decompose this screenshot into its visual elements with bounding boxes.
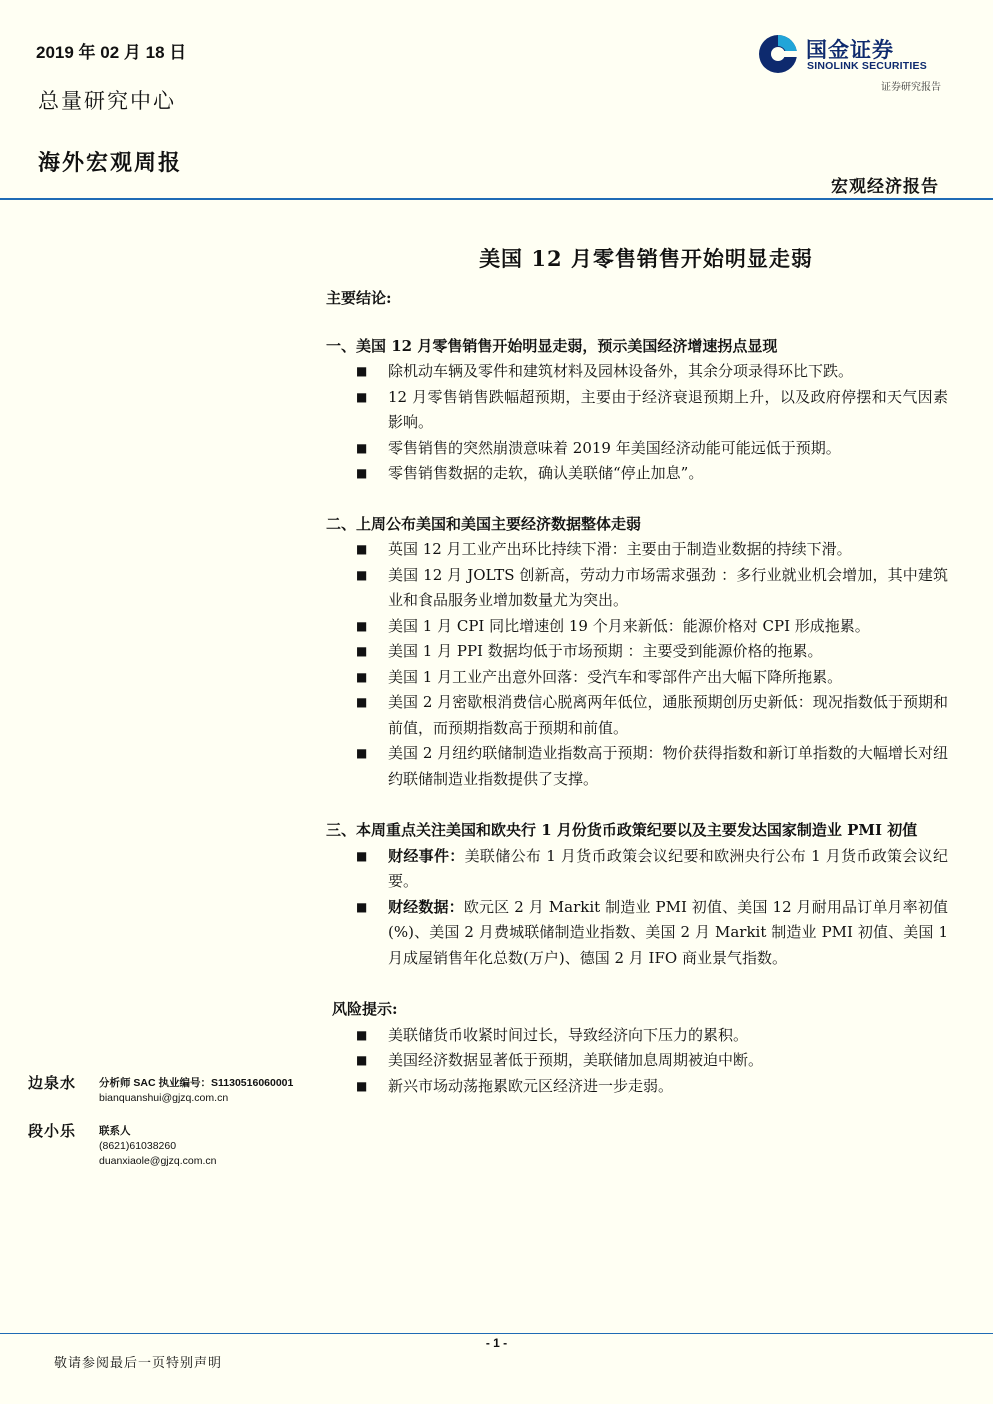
list-item: ■ 美联储货币收紧时间过长，导致经济向下压力的累积。 — [326, 1023, 948, 1049]
author-name: 边泉水 — [28, 1074, 77, 1092]
list-item: ■ 美国 12 月 JOLTS 创新高，劳动力市场需求强劲 ：多行业就业机会增加，其中建筑业和食品服务业增加数量尤为突出。 — [326, 563, 948, 614]
square-bullet-icon: ■ — [356, 440, 368, 455]
list-item: ■ 美国 1 月 PPI 数据均低于市场预期 ：主要受到能源价格的拖累。 — [326, 639, 948, 665]
square-bullet-icon: ■ — [356, 618, 368, 633]
bullet-list — [326, 537, 948, 792]
square-bullet-icon: ■ — [356, 542, 368, 556]
bullet-list — [326, 844, 948, 972]
list-item: ■ 美国经济数据显著低于预期，美联储加息周期被迫中断。 — [326, 1048, 948, 1074]
list-item: ■ 英国 12 月工业产出环比持续下滑：主要由于制造业数据的持续下滑。 — [326, 537, 948, 563]
square-bullet-icon: ■ — [356, 389, 368, 404]
list-item: ■ 零售销售数据的走软，确认美联储“停止加息”。 — [326, 461, 948, 487]
list-item: ■ 财经数据：欧元区 2 月 Markit 制造业 PMI 初值、美国 12 月耐用品订单月率初值(%)、美国 2 月费城联储制造业指数、美国 2 月 Markit 制造业 PMI 初值、美国 1 月成屋销售年化总数(万户)、德国 2 月 IFO 商业景气指数。 — [326, 895, 948, 972]
section-title: 一、美国 12 月零售销售开始明显走弱，预示美国经济增速拐点显现 — [326, 336, 778, 355]
main-content — [326, 286, 948, 1099]
footer-divider — [0, 1333, 993, 1334]
author-role: 联系人 — [99, 1125, 131, 1137]
author-phone: (8621)61038260 — [99, 1140, 177, 1152]
logo-english-name: SINOLINK SECURITIES — [807, 60, 927, 72]
author-email[interactable]: duanxiaole@gjzq.com.cn — [99, 1155, 217, 1167]
square-bullet-icon: ■ — [356, 695, 368, 709]
logo-subtitle: 证券研究报告 — [881, 82, 941, 93]
list-item: ■ 12 月零售销售跌幅超预期，主要由于经济衰退预期上升，以及政府停摆和天气因素影响。 — [326, 385, 948, 436]
section-title: 三、本周重点关注美国和欧央行 1 月份货币政策纪要以及主要发达国家制造业 PMI 初值 — [326, 821, 918, 839]
section-title: 二、上周公布美国和美国主要经济数据整体走弱 — [326, 514, 642, 533]
bullet-list — [326, 359, 948, 487]
author-cert-number: S1130516060001 — [211, 1077, 294, 1089]
report-type: 宏观经济报告 — [831, 177, 939, 197]
section-3 — [326, 818, 948, 971]
square-bullet-icon: ■ — [356, 746, 368, 760]
square-bullet-icon: ■ — [356, 1053, 368, 1067]
author-info — [99, 1076, 293, 1106]
report-date: 2019 年 02 月 18 日 — [36, 43, 187, 62]
logo-name: 国金证券 — [806, 38, 894, 62]
square-bullet-icon: ■ — [356, 848, 368, 863]
author-email[interactable]: bianquanshui@gjzq.com.cn — [99, 1092, 229, 1104]
square-bullet-icon: ■ — [356, 567, 368, 582]
square-bullet-icon: ■ — [356, 1027, 368, 1042]
square-bullet-icon: ■ — [356, 466, 368, 480]
item-lead: 财经事件： — [388, 846, 465, 865]
report-title: 美国 12 月零售销售开始明显走弱 — [479, 246, 813, 271]
author-name: 段小乐 — [28, 1122, 77, 1140]
footer-disclaimer: 敬请参阅最后一页特别声明 — [54, 1356, 223, 1371]
list-item: ■ 零售销售的突然崩溃意味着 2019 年美国经济动能可能远低于预期。 — [326, 436, 948, 462]
list-item: ■ 财经事件：美联储公布 1 月货币政策会议纪要和欧洲央行公布 1 月货币政策会议纪要。 — [326, 844, 948, 895]
square-bullet-icon: ■ — [356, 644, 368, 658]
section-1 — [326, 334, 948, 487]
item-lead: 财经数据： — [388, 897, 464, 916]
list-item: ■ 新兴市场动荡拖累欧元区经济进一步走弱。 — [326, 1074, 948, 1100]
square-bullet-icon: ■ — [356, 364, 368, 378]
list-item: ■ 美国 1 月工业产出意外回落：受汽车和零部件产出大幅下降所拖累。 — [326, 665, 948, 691]
author-info — [99, 1124, 216, 1169]
risk-list — [326, 1023, 948, 1100]
section-2 — [326, 512, 948, 793]
list-item: ■ 美国 2 月纽约联储制造业指数高于预期：物价获得指数和新订单指数的大幅增长对纽约联储制造业指数提供了支撑。 — [326, 741, 948, 792]
key-conclusions-heading: 主要结论: — [326, 289, 392, 307]
square-bullet-icon: ■ — [356, 669, 368, 684]
list-item: ■ 美国 2 月密歇根消费信心脱离两年低位，通胀预期创历史新低：现况指数低于预期和前值，而预期指数高于预期和前值。 — [326, 690, 948, 741]
author-cert-label: 分析师 SAC 执业编号： — [99, 1077, 212, 1089]
report-series: 海外宏观周报 — [38, 150, 183, 176]
square-bullet-icon: ■ — [356, 899, 368, 914]
list-item: ■ 除机动车辆及零件和建筑材料及园林设备外，其余分项录得环比下跌。 — [326, 359, 948, 385]
page-number: - 1 - — [485, 1336, 508, 1350]
square-bullet-icon: ■ — [356, 1078, 368, 1093]
header-divider — [0, 198, 993, 200]
department-name: 总量研究中心 — [38, 89, 176, 113]
risk-heading: 风险提示: — [332, 1000, 398, 1018]
list-item: ■ 美国 1 月 CPI 同比增速创 19 个月来新低：能源价格对 CPI 形成拖累。 — [326, 614, 948, 640]
